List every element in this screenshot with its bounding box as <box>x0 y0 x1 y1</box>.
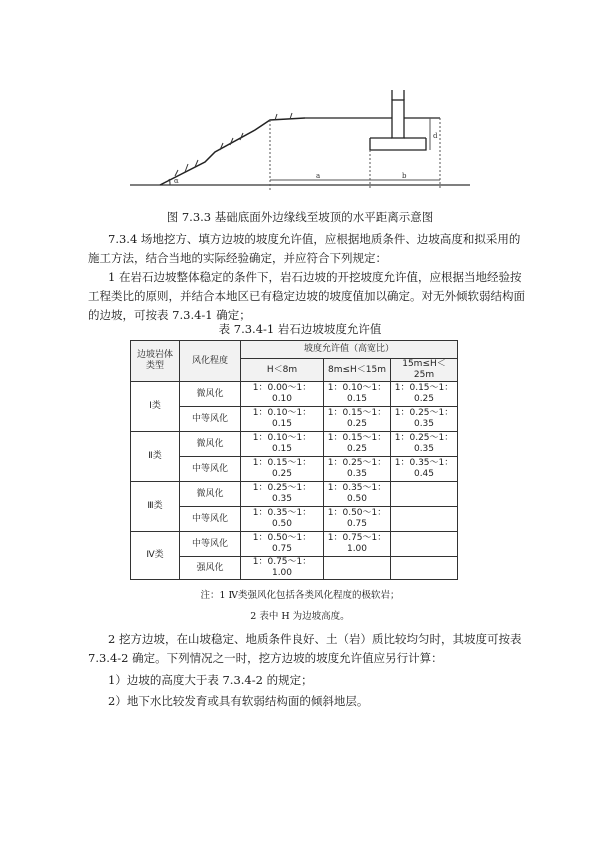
table-row <box>131 532 458 557</box>
cell: 1：0.25～1：0.35 <box>241 482 324 507</box>
label-b: b <box>402 172 407 180</box>
paragraph-7-3-4: 7.3.4 场地挖方、填方边坡的坡度允许值，应根据地质条件、边坡高度和拟采用的施工方法，结合当地的实际经验确定，并应符合下列规定： <box>88 232 521 265</box>
cell: 1：0.75～1：1.00 <box>241 557 324 580</box>
list-item-2: 2）地下水比较发育或具有软弱结构面的倾斜地层。 <box>108 694 369 708</box>
cell: 1：0.15～1：0.25 <box>324 407 391 432</box>
cell: 1：0.35～1：0.45 <box>391 457 458 482</box>
table-row <box>131 482 458 507</box>
label-d: d <box>433 132 438 140</box>
table-note-1: 注：1 Ⅳ类强风化包括各类风化程度的极软岩； <box>200 590 400 601</box>
header-rock-type: 边坡岩体类型 <box>131 341 180 382</box>
rock-type-2: Ⅱ类 <box>131 432 180 482</box>
svg-text:α: α <box>174 177 179 185</box>
table-note-2: 2 表中 H 为边坡高度。 <box>250 611 350 622</box>
figure-caption: 图 7.3.3 基础底面外边缘线至坡顶的水平距离示意图 <box>166 210 434 224</box>
slope-foundation-diagram <box>130 90 470 200</box>
header-h2: 8m≤H＜15m <box>324 359 391 382</box>
header-h1: H＜8m <box>241 359 324 382</box>
header-slope: 坡度允许值（高宽比） <box>241 341 458 359</box>
cell <box>391 557 458 580</box>
cell <box>324 557 391 580</box>
table-row <box>131 432 458 457</box>
paragraph-item-1: 1 在岩石边坡整体稳定的条件下，岩石边坡的开挖坡度允许值，应根据当地经验按工程类比的原则，并结合本地区已有稳定边坡的坡度值加以确定。对无外倾软弱结构面的边坡，可按表 7.3.4-1 确定； <box>88 270 525 322</box>
rock-type-4: Ⅳ类 <box>131 532 180 580</box>
cell: 微风化 <box>180 482 241 507</box>
cell: 1：0.25～1：0.35 <box>324 457 391 482</box>
cell: 1：0.25～1：0.35 <box>391 407 458 432</box>
cell: 1：0.35～1：0.50 <box>324 482 391 507</box>
cell: 1：0.25～1：0.35 <box>391 432 458 457</box>
table-title: 表 7.3.4-1 岩石边坡坡度允许值 <box>218 322 382 336</box>
cell: 1：0.15～1：0.25 <box>324 432 391 457</box>
table-row <box>131 557 458 580</box>
cell <box>391 532 458 557</box>
cell <box>391 482 458 507</box>
table-row <box>131 407 458 432</box>
cell: 中等风化 <box>180 532 241 557</box>
cell: 中等风化 <box>180 457 241 482</box>
cell: 1：0.10～1：0.15 <box>241 432 324 457</box>
table-row <box>131 382 458 407</box>
cell: 中等风化 <box>180 507 241 532</box>
cell: 1：0.00～1：0.10 <box>241 382 324 407</box>
cell: 微风化 <box>180 382 241 407</box>
rock-type-3: Ⅲ类 <box>131 482 180 532</box>
cell: 1：0.75～1：1.00 <box>324 532 391 557</box>
table-row <box>131 507 458 532</box>
label-a: a <box>316 172 321 180</box>
cell: 1：0.35～1：0.50 <box>241 507 324 532</box>
cell: 1：0.15～1：0.25 <box>391 382 458 407</box>
table-row <box>131 457 458 482</box>
cell: 1：0.50～1：0.75 <box>324 507 391 532</box>
cell: 中等风化 <box>180 407 241 432</box>
cell: 1：0.10～1：0.15 <box>324 382 391 407</box>
list-item-1: 1）边坡的高度大于表 7.3.4-2 的规定； <box>108 673 313 687</box>
paragraph-item-2: 2 挖方边坡，在山坡稳定、地质条件良好、土（岩）质比较均匀时，其坡度可按表 7.3.4-2 确定。下列情况之一时，挖方边坡的坡度允许值应另行计算： <box>88 632 522 665</box>
cell <box>391 507 458 532</box>
cell: 1：0.10～1：0.15 <box>241 407 324 432</box>
rock-slope-table <box>130 340 458 580</box>
cell: 1：0.15～1：0.25 <box>241 457 324 482</box>
cell: 强风化 <box>180 557 241 580</box>
header-weathering: 风化程度 <box>180 341 241 382</box>
cell: 微风化 <box>180 432 241 457</box>
header-h3: 15m≤H＜25m <box>391 359 458 382</box>
rock-type-1: Ⅰ类 <box>131 382 180 432</box>
cell: 1：0.50～1：0.75 <box>241 532 324 557</box>
